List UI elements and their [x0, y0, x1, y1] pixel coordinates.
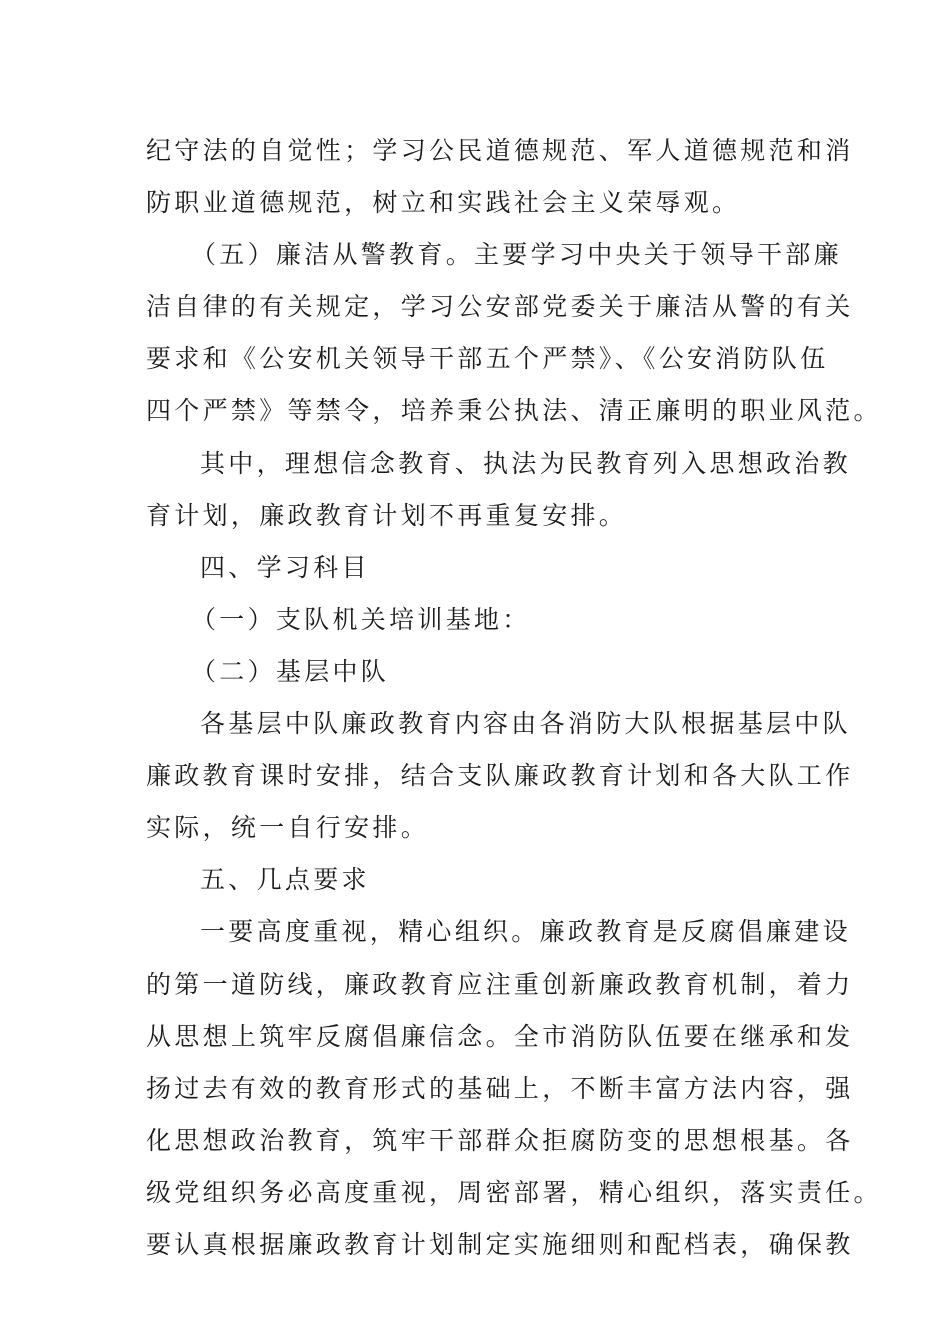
section-heading-line: （五）廉洁从警教育。主要学习中央关于领导干部廉	[191, 240, 842, 270]
document-body	[146, 125, 882, 1271]
section-heading: 四、学习科目	[200, 552, 370, 582]
body-line: 从思想上筑牢反腐倡廉信念。全市消防队伍要在继承和发	[146, 1021, 854, 1051]
subsection-heading: （一）支队机关培训基地：	[191, 604, 531, 634]
body-line: 要求和《公安机关领导干部五个严禁》、《公安消防队伍	[146, 344, 829, 374]
body-line: 级党组织务必高度重视，周密部署，精心组织，落实责任。	[146, 1177, 882, 1207]
body-line: 洁自律的有关规定，学习公安部党委关于廉洁从警的有关	[146, 292, 854, 322]
paragraph-start-line: 其中，理想信念教育、执法为民教育列入思想政治教	[200, 448, 851, 478]
body-line: 要认真根据廉政教育计划制定实施细则和配档表，确保教	[146, 1229, 854, 1259]
body-line: 纪守法的自觉性；学习公民道德规范、军人道德规范和消	[146, 136, 854, 165]
paragraph-start-line: 一要高度重视，精心组织。廉政教育是反腐倡廉建设	[200, 917, 851, 947]
subsection-heading: （二）基层中队	[191, 656, 390, 686]
body-line: 四个严禁》等禁令，培养秉公执法、清正廉明的职业风范。	[146, 396, 882, 426]
body-line: 扬过去有效的教育形式的基础上，不断丰富方法内容，强	[146, 1073, 854, 1103]
paragraph-start-line: 各基层中队廉政教育内容由各消防大队根据基层中队	[200, 709, 851, 739]
section-heading: 五、几点要求	[200, 865, 370, 895]
body-line: 化思想政治教育，筑牢干部群众拒腐防变的思想根基。各	[146, 1125, 854, 1155]
body-line: 防职业道德规范，树立和实践社会主义荣辱观。	[146, 188, 741, 218]
body-line: 的第一道防线，廉政教育应注重创新廉政教育机制，着力	[146, 969, 854, 999]
body-line: 育计划，廉政教育计划不再重复安排。	[146, 500, 628, 530]
body-line: 廉政教育课时安排，结合支队廉政教育计划和各大队工作	[146, 761, 854, 791]
body-line: 实际，统一自行安排。	[146, 813, 430, 843]
